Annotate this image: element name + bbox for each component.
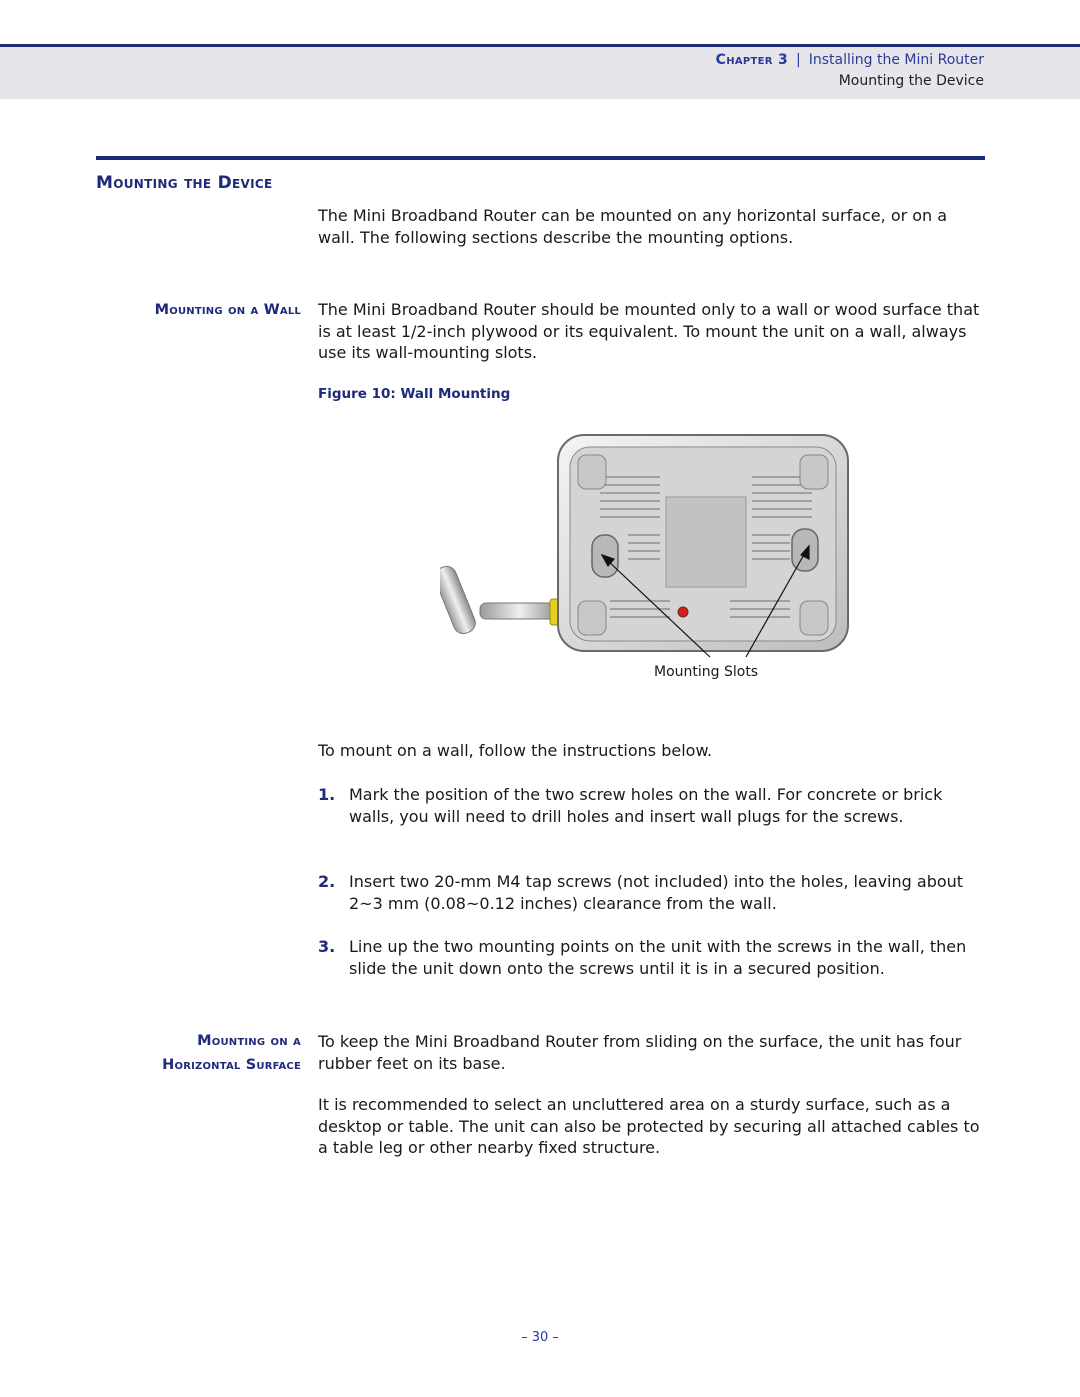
header-section-name: Mounting the Device: [838, 73, 984, 89]
step-number: 3.: [318, 937, 336, 956]
figure-caption: Figure 10: Wall Mounting: [318, 386, 511, 402]
wall-heading: Mounting on a Wall: [154, 302, 301, 318]
page-number: – 30 –: [521, 1330, 559, 1345]
chapter-title: Installing the Mini Router: [808, 52, 984, 68]
horizontal-text-1: To keep the Mini Broadband Router from sliding on the surface, the unit has four rubber feet on its base.: [318, 1032, 962, 1073]
figure-label: Mounting Slots: [654, 664, 759, 680]
wall-text: The Mini Broadband Router should be mounted only to a wall or wood surface that is at least 1/2-inch plywood or its equivalent. To mount the unit on a wall, always use its wall-mounting slots.: [318, 300, 980, 362]
step-text: Mark the position of the two screw holes on the wall. For concrete or brick walls, you will need to drill holes and insert wall plugs for the screws.: [349, 785, 943, 826]
horizontal-text-2: It is recommended to select an uncluttered area on a sturdy surface, such as a desktop or table. The unit can also be protected by securing all attached cables to a table leg or other nearby fixed structure.: [318, 1095, 980, 1157]
router-wall-mounting-figure: [440, 425, 860, 685]
antenna-icon: [440, 563, 564, 636]
section-intro: The Mini Broadband Router can be mounted on any horizontal surface, or on a wall. The following sections describe the mounting options.: [318, 206, 948, 247]
horizontal-heading-line2: Horizontal Surface: [162, 1057, 301, 1073]
section-title: Mounting the Device: [96, 173, 273, 193]
header-separator: |: [796, 52, 801, 68]
step-number: 2.: [318, 872, 336, 891]
step-text: Insert two 20-mm M4 tap screws (not included) into the holes, leaving about 2~3 mm (0.08~0.12 inches) clearance from the wall.: [349, 872, 964, 913]
step-text: Line up the two mounting points on the unit with the screws in the wall, then slide the unit down onto the screws until it is in a secured position.: [349, 937, 967, 978]
chapter-heading: [716, 52, 984, 68]
horizontal-heading: [162, 1029, 301, 1077]
step-number: 1.: [318, 785, 336, 804]
horizontal-heading-line1: Mounting on a: [197, 1033, 301, 1049]
section-rule: [96, 156, 985, 160]
instructions-intro: To mount on a wall, follow the instructions below.: [318, 741, 713, 760]
chapter-label: Chapter 3: [715, 52, 789, 68]
